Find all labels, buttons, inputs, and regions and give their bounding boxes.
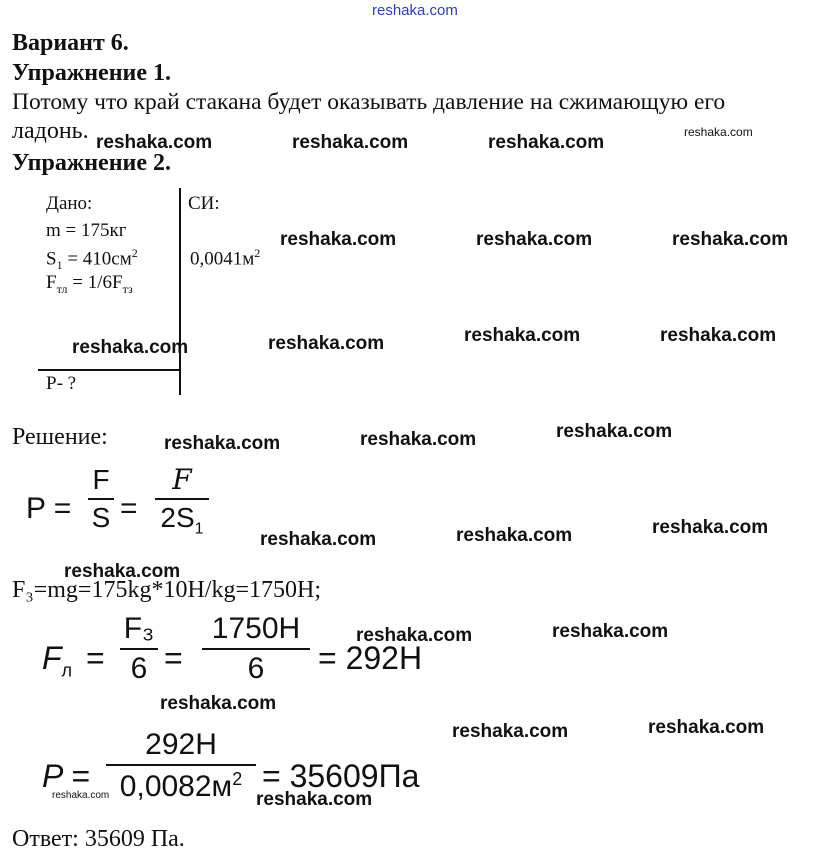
watermark: reshaka.com [72, 337, 189, 358]
formula1-bar2 [155, 498, 209, 500]
formula3-den-sup: 2 [232, 769, 243, 789]
area-subscript: 1 [56, 258, 63, 273]
formula2-lhs [42, 640, 72, 681]
given-force-ratio [46, 272, 133, 297]
watermark: reshaka.com [452, 721, 569, 742]
formula1-lhs: P = [26, 492, 72, 525]
formula2-bar2 [202, 648, 310, 650]
si-area-power: 2 [254, 246, 261, 260]
watermark: reshaka.com [488, 132, 605, 153]
given-divider-vertical [179, 188, 181, 395]
given-area [46, 246, 138, 273]
watermark: reshaka.com [464, 325, 581, 346]
exercise-1-title: Упражнение 1. [12, 60, 172, 86]
formula1-denominator: S [91, 502, 111, 533]
watermark: reshaka.com [256, 789, 373, 810]
formula3-bar [106, 764, 256, 766]
watermark: reshaka.com [556, 421, 673, 442]
watermark: reshaka.com [96, 132, 213, 153]
formula1-fraction1 [88, 466, 114, 532]
formula3-numerator: 292Н [145, 728, 217, 761]
formula2-lhs-sub: л [61, 660, 73, 681]
force-symbol: F [46, 272, 57, 293]
watermark: reshaka.com [292, 132, 409, 153]
formula2-result: = 292Н [318, 640, 423, 676]
exercise-2-title: Упражнение 2. [12, 150, 172, 176]
formula2-fraction2 [202, 614, 310, 684]
formula2-numerator1: F₃ [123, 612, 155, 645]
watermark: reshaka.com [356, 625, 473, 646]
watermark: reshaka.com [456, 525, 573, 546]
formula1-numerator2: F [172, 463, 192, 496]
formula1-den2-sub: 1 [194, 520, 204, 538]
formula2-fraction1 [120, 614, 158, 684]
formula2-denominator1: 6 [130, 652, 148, 685]
watermark: reshaka.com [64, 561, 181, 582]
formula3-result: = 35609Па [262, 758, 420, 794]
si-area-number: 0,0041м [190, 248, 255, 270]
formula2-equals1: = [86, 640, 105, 676]
watermark: reshaka.com [268, 333, 385, 354]
formula1-den2-main: 2S [160, 502, 195, 533]
solution-label: Решение: [12, 424, 108, 450]
watermark: reshaka.com [164, 433, 281, 454]
site-header[interactable]: reshaka.com [372, 2, 458, 19]
force-ratio-value: = 1/6F [67, 272, 123, 293]
watermark: reshaka.com [52, 790, 110, 801]
watermark: reshaka.com [360, 429, 477, 450]
watermark: reshaka.com [476, 229, 593, 250]
watermark: reshaka.com [552, 621, 669, 642]
formula3-fraction [106, 730, 256, 802]
area-symbol: S [46, 248, 57, 270]
exercise-1-text-line2: ладонь. [12, 118, 89, 144]
given-label: Дано: [46, 193, 93, 214]
earth-force-line: F₃=mg=175kg*10H/kg=1750H; [12, 577, 321, 603]
si-label: СИ: [188, 193, 220, 214]
formula2-lhs-main: F [42, 640, 62, 676]
watermark: reshaka.com [660, 325, 777, 346]
watermark: reshaka.com [160, 693, 277, 714]
formula1-bar1 [88, 498, 114, 500]
force-subscript-moon: тл [56, 281, 68, 296]
si-area-value [190, 246, 260, 270]
given-divider-horizontal [38, 369, 180, 371]
watermark: reshaka.com [672, 229, 789, 250]
formula2-numerator2: 1750H [211, 612, 301, 645]
watermark: reshaka.com [280, 229, 397, 250]
exercise-1-text-line1: Потому что край стакана будет оказывать давление на сжимающую его [12, 89, 726, 115]
formula1-equals: = [120, 492, 138, 525]
formula3-lhs: P = [42, 758, 90, 794]
watermark: reshaka.com [684, 125, 753, 139]
formula2-denominator2: 6 [247, 652, 265, 685]
formula2-bar1 [120, 648, 158, 650]
formula3-den-main: 0,0082м [119, 770, 233, 803]
area-value: = 410см [62, 248, 132, 270]
area-unit-power: 2 [131, 246, 138, 260]
formula3-denominator [120, 770, 242, 802]
find-value: P- ? [46, 373, 77, 394]
watermark: reshaka.com [260, 529, 377, 550]
watermark: reshaka.com [648, 717, 765, 738]
formula2-equals2: = [164, 640, 183, 676]
force-subscript-earth: тз [122, 281, 133, 296]
formula1-numerator: F [92, 464, 110, 495]
formula1-fraction2 [155, 463, 209, 538]
given-mass: m = 175кг [46, 220, 127, 241]
variant-title: Вариант 6. [12, 30, 129, 56]
watermark: reshaka.com [652, 517, 769, 538]
formula1-denominator2 [160, 504, 203, 538]
answer-line: Ответ: 35609 Па. [12, 826, 185, 852]
